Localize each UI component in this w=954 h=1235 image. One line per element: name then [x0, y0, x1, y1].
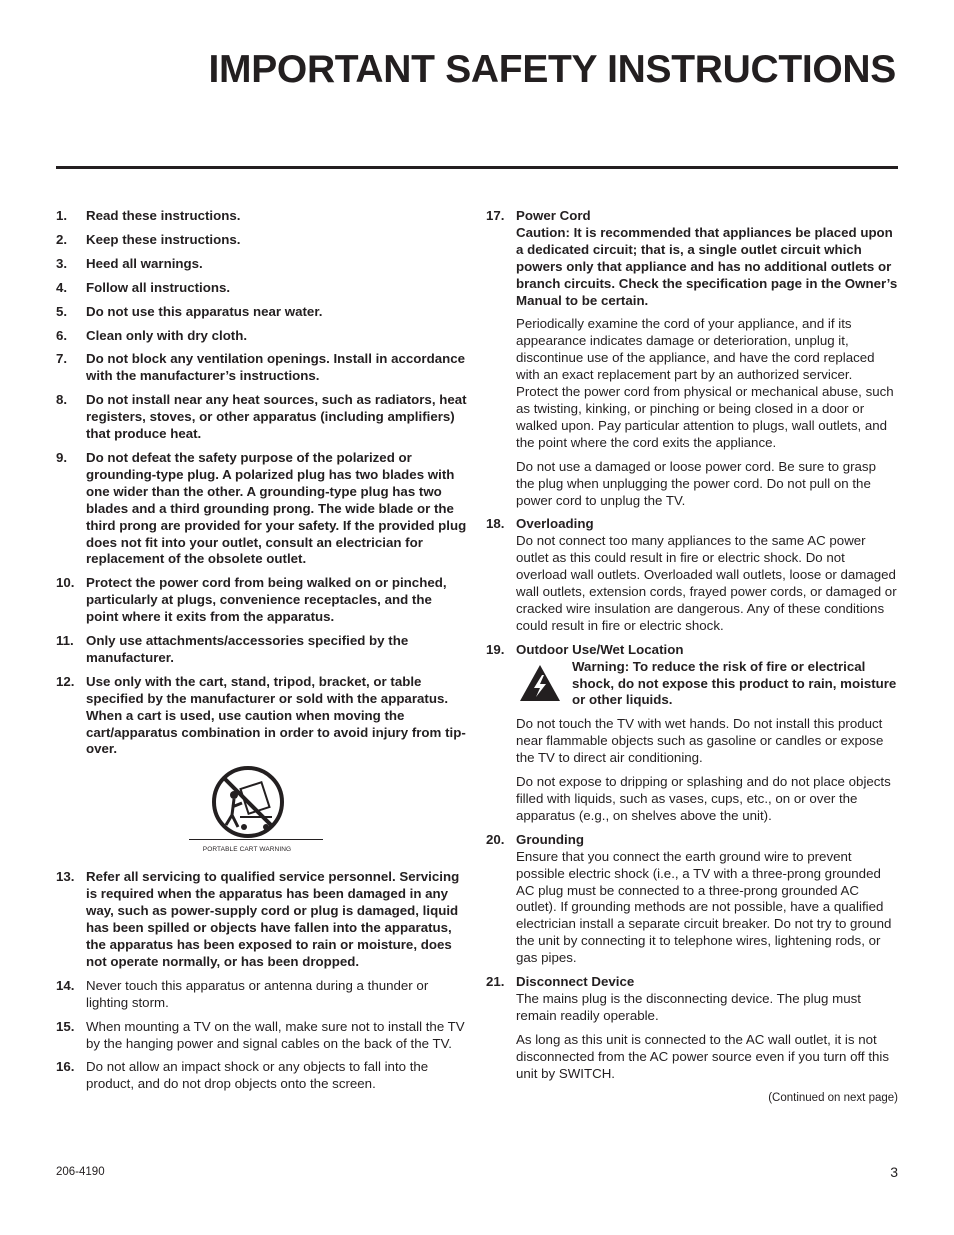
item-number: 20. [486, 831, 505, 847]
item-text: Refer all servicing to qualified service personnel. Servicing is required when the apparatus has been damaged in any way, such as power-supply cord or plug is damaged, liquid has been spilled or objects have fallen into the apparatus, the apparatus has been exposed to rain or moisture, does not operate normally, or has been dropped. [86, 869, 460, 969]
item-number: 10. [56, 575, 75, 591]
item-heading: Outdoor Use/Wet Location [516, 641, 684, 657]
list-item [56, 392, 468, 443]
item-heading: Grounding [516, 831, 584, 847]
item-number: 21. [486, 974, 505, 990]
list-item [56, 978, 468, 1012]
item-text: Follow all instructions. [86, 279, 231, 295]
item-number: 8. [56, 392, 68, 408]
item-text: Do not install near any heat sources, such as radiators, heat registers, stoves, or other apparatus (including amplifiers) that produce heat. [86, 392, 467, 442]
item-text: Do not allow an impact shock or any objects to fall into the product, and do not drop objects onto the screen. [86, 1059, 429, 1092]
item-number: 19. [486, 641, 505, 657]
item-number: 15. [56, 1018, 75, 1034]
list-item [56, 351, 468, 385]
list-item [56, 232, 468, 249]
continued-note: (Continued on next page) [768, 1091, 898, 1104]
item-number: 16. [56, 1059, 75, 1075]
paragraph: Do not use a damaged or loose power cord. Be sure to grasp the plug when unplugging the power cord. Do not pull on the power cord to unplug the TV. [516, 458, 876, 508]
item-heading: Power Cord [516, 208, 591, 223]
item-text: Do not use this apparatus near water. [86, 303, 323, 319]
list-item [56, 1019, 468, 1053]
portable-cart-warning-icon [210, 765, 286, 839]
caution-text: Caution: It is recommended that appliances be placed upon a dedicated circuit; that is, a single outlet circuit which powers only that appliance and has no additional outlets or branch circuits. Check the specification page in the Owner’s Manual to be certain. [516, 224, 898, 308]
item-text: Clean only with dry cloth. [86, 327, 248, 343]
list-item [56, 1059, 468, 1093]
document-code: 206-4190 [56, 1166, 105, 1178]
item-number: 7. [56, 351, 68, 367]
item-number: 4. [56, 279, 68, 295]
item-number: 13. [56, 869, 75, 885]
item-text: Never touch this apparatus or antenna during a thunder or lighting storm. [86, 977, 429, 1010]
list-item [56, 450, 468, 568]
portable-cart-warning-figure [56, 765, 468, 861]
paragraph: As long as this unit is connected to the AC wall outlet, it is not disconnected from the AC power source even if you turn off this unit by SWITCH. [516, 1031, 890, 1081]
list-item-disconnect-device [486, 974, 898, 1082]
list-item [56, 674, 468, 759]
paragraph: Ensure that you connect the earth ground wire to prevent possible electric shock (i.e., a TV with a three-prong grounded AC plug must be connected to a three-prong grounded AC outlet). If grounding methods are not possible, have a qualified electrician install a separate circuit breaker. Do not try to ground the unit by connecting it to telephone wires, lightening rods, or gas pipes. [516, 848, 892, 966]
item-text: Only use attachments/accessories specified by the manufacturer. [86, 633, 409, 665]
list-item-power-cord [486, 208, 898, 509]
item-number: 2. [56, 231, 68, 247]
list-item-overloading [486, 516, 898, 634]
list-item [56, 304, 468, 321]
lightning-warning-icon [518, 663, 562, 703]
item-text: Keep these instructions. [86, 231, 241, 247]
warning-block [516, 659, 898, 710]
item-number: 11. [56, 633, 74, 649]
item-number: 17. [486, 208, 505, 223]
paragraph: The mains plug is the disconnecting device. The plug must remain readily operable. [516, 990, 861, 1023]
item-number: 14. [56, 977, 75, 993]
list-item-grounding [486, 832, 898, 967]
item-text: Do not block any ventilation openings. Install in accordance with the manufacturer’s instructions. [86, 351, 466, 384]
list-item [56, 633, 468, 667]
page-number: 3 [890, 1164, 898, 1180]
list-item [56, 575, 468, 626]
paragraph: Do not touch the TV with wet hands. Do not install this product near flammable objects such as gasoline or candles or expose the TV to direct air conditioning. [516, 716, 884, 766]
list-item [56, 328, 468, 345]
item-number: 3. [56, 255, 68, 271]
list-item [56, 256, 468, 273]
item-heading: Disconnect Device [516, 974, 635, 990]
item-text: Protect the power cord from being walked on or pinched, particularly at plugs, convenience receptacles, and the point where it exits from the apparatus. [86, 575, 447, 625]
item-number: 6. [56, 327, 68, 343]
title-rule [56, 166, 898, 169]
list-item-outdoor-use [486, 642, 898, 825]
item-number: 9. [56, 449, 68, 465]
item-text: When mounting a TV on the wall, make sure not to install the TV by the hanging power and signal cables on the back of the TV. [86, 1018, 465, 1051]
paragraph: Do not expose to dripping or splashing and do not place objects filled with liquids, such as vases, cups, etc., on or over the apparatus (e.g., on shelves above the unit). [516, 774, 891, 823]
item-number: 12. [56, 673, 75, 689]
list-item [56, 869, 468, 970]
figure-caption: PORTABLE CART WARNING [202, 846, 292, 854]
item-number: 1. [56, 208, 68, 223]
warning-text: Warning: To reduce the risk of fire or electrical shock, do not expose this product to rain, moisture or other liquids. [572, 658, 897, 708]
list-item [56, 280, 468, 297]
paragraph: Do not connect too many appliances to the same AC power outlet as this could result in fire or electric shock. Do not overload wall outlets. Overloaded wall outlets, loose or damaged wall outlets, extension cords, frayed power cords, or damaged or cracked wire insulation are dangerous. Any of these conditions could result in fire or electric shock. [516, 533, 897, 633]
figure-rule [189, 839, 323, 840]
page-title: IMPORTANT SAFETY INSTRUCTIONS [208, 48, 896, 91]
left-column [56, 208, 468, 1100]
item-text: Read these instructions. [86, 208, 241, 223]
right-column [486, 208, 898, 1106]
item-text: Do not defeat the safety purpose of the polarized or grounding-type plug. A polarized plug has two blades with one wider than the other. A grounding-type plug has two blades and a third grounding prong. The wide blade or the third prong are provided for your safety. If the provided plug does not fit into your outlet, consult an electrician for replacement of the obsolete outlet. [86, 449, 467, 567]
item-heading: Overloading [516, 516, 594, 532]
item-number: 5. [56, 303, 68, 319]
paragraph: Periodically examine the cord of your appliance, and if its appearance indicates damage or deterioration, unplug it, discontinue use of the appliance, and have the cord replaced with an exact replacement part by an authorized servicer. Protect the power cord from physical or mechanical abuse, such as twisting, kinking, or pinching or being closed in a door or walked upon. Pay particular attention to plugs, wall outlets, and the point where the cord exits the appliance. [516, 316, 894, 450]
list-item [56, 208, 468, 225]
item-number: 18. [486, 516, 505, 532]
item-text: Heed all warnings. [86, 255, 203, 271]
item-text: Use only with the cart, stand, tripod, bracket, or table specified by the manufacturer or sold with the apparatus. When a cart is used, use caution when moving the cart/apparatus combination in order to avoid injury from tip-over. [86, 673, 466, 757]
